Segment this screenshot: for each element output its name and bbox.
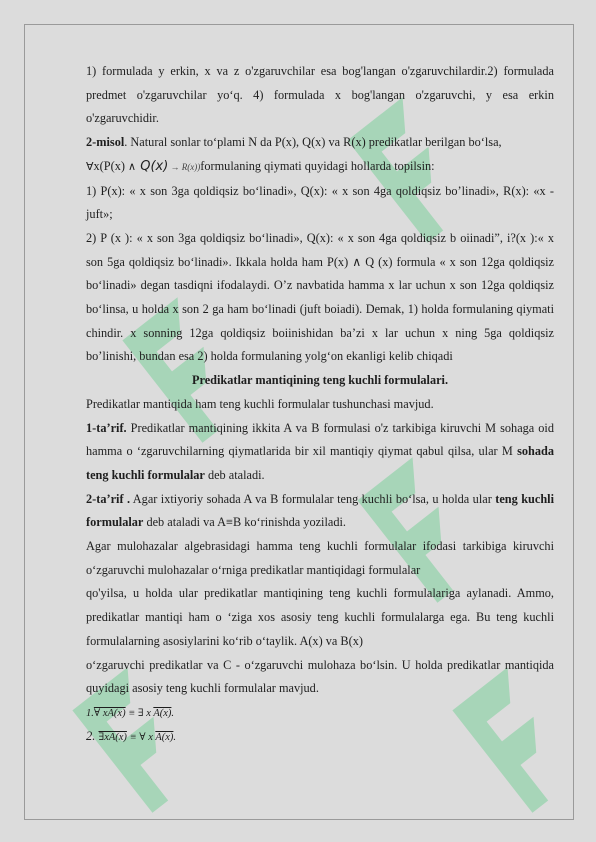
formula-end: . (171, 707, 175, 719)
formula-lhs: ∀ xA(x) (93, 707, 126, 719)
paragraph-text: Predikatlar mantiqining ikkita A va B formulasi o'z tarkibiga kiruvchi M sohaga oid hamma o ‘zgaruvchilarning qiymatlarida bir xil mantiqiy qiymat qabul qilsa, ular M (86, 420, 554, 459)
formula-part: → R(x)) (168, 161, 201, 172)
paragraph-text: Agar ixtiyoriy sohada A va B formulalar teng kuchli bo‘lsa, u holda ular (130, 491, 496, 506)
definition-label: 1-ta’rif. (86, 420, 127, 435)
definition-label: 2-ta’rif . (86, 491, 131, 506)
definition-2 (86, 488, 554, 535)
paragraph-text: deb ataladi. (204, 467, 265, 482)
definition-1 (86, 417, 554, 488)
equiv-symbol: ≡ (126, 731, 140, 743)
formula-1 (86, 701, 554, 725)
section-heading: Predikatlar mantiqining teng kuchli formulalari. (191, 373, 449, 388)
formula-number: 1. (86, 707, 94, 719)
formula-part: Q(x) (136, 158, 169, 174)
formula-rhs: A(x) (153, 707, 172, 719)
formula-part: x(P(x) (93, 158, 129, 173)
formula-lhs: ∃xA(x) (98, 731, 127, 743)
formula-line (86, 155, 554, 180)
paragraph (86, 131, 554, 155)
formula-number: 2. (86, 728, 99, 743)
quantifier: ∀ x (139, 731, 156, 743)
formula-end: . (173, 731, 177, 743)
formula-rhs: A(x) (155, 731, 174, 743)
paragraph-text: deb ataladi va A≡B ko‘rinishda yoziladi. (143, 515, 346, 530)
paragraph-text: . Natural sonlar to‘plami N da P(x), Q(x) va R(x) predikatlar berilgan bo‘lsa, (124, 135, 502, 150)
formula-2 (86, 725, 554, 749)
equiv-symbol: ≡ (125, 707, 138, 719)
paragraph: qo'yilsa, u holda ular predikatlar mantiqining teng kuchli formulalariga aylanadi. Ammo, predikatlar mantiqi ham o ‘ziga xos asosiy teng kuchli formulalarga ega. Bu teng kuchli formulalarning asosiylarini ko‘rib o‘taylik. A(x) va B(x) (86, 586, 554, 648)
and-symbol: ∧ (128, 159, 137, 173)
paragraph: 1) P(x): « x son 3ga qoldiqsiz bo‘linadi», Q(x): « x son 4ga qoldiqsiz bo’linadi», R(x): «x - juft»; (86, 183, 554, 222)
document-page (24, 24, 574, 820)
bold-term: sohada teng kuchli formulalar (86, 444, 554, 482)
document-body (86, 60, 554, 749)
paragraph: 2) P (x ): « x son 3ga qoldiqsiz bo‘linadi», Q(x): « x son 4ga qoldiqsiz b oiinadi”, i?(x ):« x son 5ga qoldiqsiz bo‘linadi». Ikkala holda ham P(x) ∧ Q (x) formula « x son 12ga qoldiqsiz bo‘linadi» degan tasdiqni ifodalaydi. O’z navbatida hamma x lar uchun x son 12ga qoldiqsiz bo‘linsa, u holda x son 2 ga ham bo‘linadi (juft boiadi). Demak, 1) holda formulaning qiymati chindir. x sonning 12ga qoldiqsiz boiinishidan ba’zi x lar uchun x ning 5ga qoldiqsiz bo’linishi, bundan esa 2) holda formulaning yolg‘on ekanligi kelib chiqadi (86, 230, 554, 364)
example-label: 2-misol (86, 135, 125, 150)
paragraph: o‘zgaruvchi predikatlar va C - o‘zgaruvchi mulohaza bo‘lsin. U holda predikatlar mantiqida quyidagi asosiy teng kuchli formulalar mavjud. (86, 657, 554, 696)
paragraph: Predikatlar mantiqida ham teng kuchli formulalar tushunchasi mavjud. (86, 396, 434, 411)
paragraph-text: formulaning qiymati quyidagi hollarda topilsin: (200, 158, 435, 173)
forall-symbol: ∀ (86, 159, 94, 173)
bold-term: teng kuchli formulalar (86, 491, 555, 530)
paragraph: 1) formulada y erkin, x va z o'zgaruvchilar esa bog'langan o'zgaruvchilardir.2) formulada predmet o'zgaruvchilar yo‘q. 4) formulada x bog'langan o'zgaruvchi, y esa erkin o'zgaruvchidir. (86, 64, 554, 126)
paragraph: Agar mulohazalar algebrasidagi hamma teng kuchli formulalar ifodasi tarkibiga kiruvchi o‘zgaruvchi mulohazalar o‘rniga predikatlar mantiqidagi formulalar (86, 539, 554, 577)
quantifier: ∃ x (137, 707, 154, 719)
